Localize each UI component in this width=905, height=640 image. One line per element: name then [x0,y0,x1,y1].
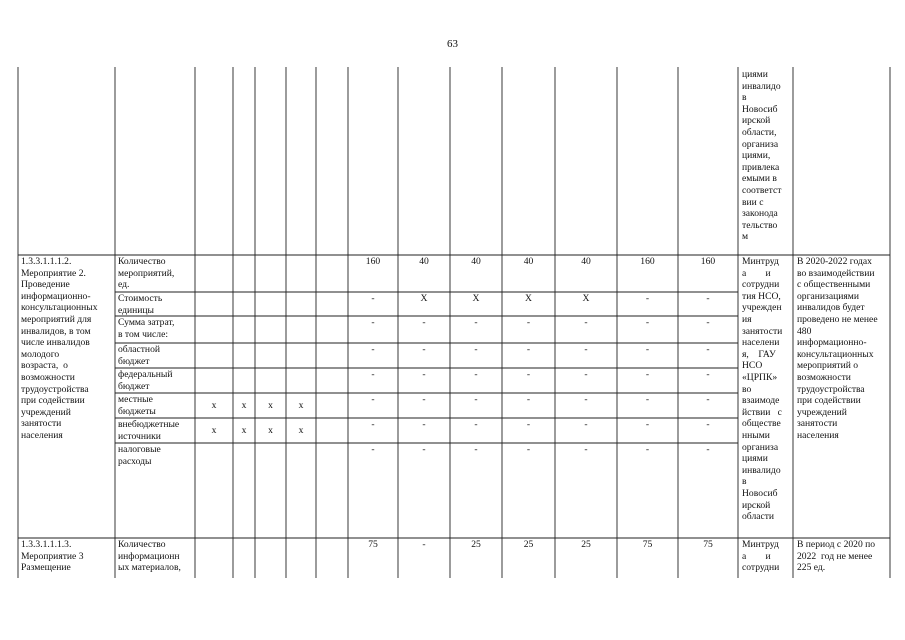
executor-text-line: ия [742,314,752,325]
indicator-value-cell: - [371,293,375,304]
executor-text-line: занятости [742,325,783,337]
indicator-value-cell: - [422,444,426,455]
executor-text-line: во [742,383,752,395]
indicator-value-cell: - [371,344,375,355]
indicator-value-cell: - [422,344,426,355]
expected-result-line: трудоустройства [797,383,865,395]
expected-result-line: мероприятий о [797,360,859,372]
indicator-value-cell: 160 [640,256,655,267]
event-name-line: населения [21,430,63,441]
indicator-value-cell: - [584,344,588,355]
expected-result-line: 225 ед. [797,562,826,574]
event-name-line: консультационных [21,302,98,314]
executor-text-line: НСО [742,360,763,372]
expected-result-line: занятости [797,418,838,430]
event-name-line: Проведение [21,279,70,291]
year-mark-cell: x [268,424,273,436]
indicator-value-cell: 75 [703,539,713,550]
indicator-value-cell: - [706,317,710,328]
indicator-value-cell: - [422,369,426,380]
indicator-value-cell: - [584,394,588,405]
indicator-label-line: информационн [118,550,180,562]
indicator-value-cell: - [645,444,650,455]
year-mark-cell: x [241,399,247,411]
indicator-label-line: Стоимость [118,293,163,304]
indicator-value-cell: - [371,317,375,328]
indicator-value-cell: - [706,369,710,380]
event-name-line: возможности [21,372,75,383]
executor-text-line: Новосиб [742,103,778,115]
indicator-value-cell: X [472,293,480,304]
indicator-value-cell: - [474,394,478,405]
executor-text-line: тия НСО, [742,290,781,302]
indicator-value-cell: - [526,344,531,355]
indicator-value-cell: - [645,293,650,304]
executor-text-line: законода [742,208,778,220]
executor-text-line: Минтруд [742,256,779,267]
executor-text-line: нными [742,430,770,441]
event-name-line: Размещение [21,562,71,574]
indicator-value-cell: - [422,317,426,328]
indicator-value-cell: 160 [365,256,381,267]
indicator-value-cell: - [584,369,588,380]
indicator-label-line: Сумма затрат, [118,317,175,328]
indicator-label-line: местные [118,394,153,405]
executor-text-line: м [742,231,749,243]
indicator-value-cell: 25 [523,539,534,550]
indicator-label-line: налоговые [118,444,161,455]
event-name-line: при содействии [21,395,85,407]
indicator-value-cell: - [371,394,375,405]
indicator-label-line: бюджет [118,355,150,367]
indicator-value-cell: - [706,344,710,355]
executor-text-line: организа [742,138,779,150]
expected-result-line: инвалидов будет [797,302,865,314]
indicator-value-cell: 160 [700,256,716,267]
expected-result-line: с общественными [797,279,871,291]
executor-text-line: Минтруд [742,539,779,550]
executor-text-line: в [742,92,747,104]
indicator-value-cell: - [706,293,710,304]
executor-text-line: соответст [742,185,782,196]
indicator-value-cell: - [645,344,650,355]
indicator-value-cell: - [474,317,478,328]
indicator-label-line: ед. [118,279,130,291]
page-number: 63 [447,38,458,50]
indicator-value-cell: 40 [523,256,534,267]
indicator-label-line: федеральный [118,369,173,380]
indicator-value-cell: - [422,394,426,405]
executor-text-line: «ЦРПК» [742,372,778,383]
event-name-line: учреждений [21,406,71,418]
indicator-value-cell: - [706,444,710,455]
executor-text-line: я, ГАУ [742,348,776,360]
indicator-label-line: в том числе: [118,328,169,340]
indicator-label-line: областной [118,344,161,355]
executor-text-line: ирской [742,499,771,511]
indicator-value-cell: - [422,539,426,550]
executor-text-line: области [742,511,775,523]
indicator-value-cell: X [525,293,532,304]
executor-text-line: инвалидо [742,80,781,92]
indicator-value-cell: - [645,317,650,328]
indicator-value-cell: - [645,369,650,380]
indicator-value-cell: - [584,444,588,455]
indicator-value-cell: 40 [581,256,591,267]
executor-text-line: а и [742,267,771,279]
event-name-line: занятости [21,418,62,430]
year-mark-cell: x [268,399,273,411]
indicator-label-line: единицы [118,304,154,316]
expected-result-line: учреждений [797,406,847,418]
year-mark-cell: x [211,399,217,411]
executor-text-line: йствии с [742,406,782,418]
indicator-value-cell: - [526,394,531,405]
executor-text-line: населени [742,337,780,349]
indicator-value-cell: - [371,419,375,430]
indicator-value-cell: - [526,444,531,455]
indicator-value-cell: - [526,419,531,430]
indicator-value-cell: - [645,419,650,430]
indicator-value-cell: - [706,394,710,405]
event-name-line: Мероприятие 3 [21,550,84,562]
indicator-value-cell: 75 [642,539,653,550]
event-name-line: 1.3.3.1.1.1.2. [21,256,72,267]
executor-text-line: области, [742,127,777,138]
event-name-line: Мероприятие 2. [21,267,86,279]
executor-text-line: ирской [742,115,771,127]
executor-text-line: тельство [742,219,778,231]
year-mark-cell: x [211,424,217,436]
expected-result-line: организациями [797,290,859,302]
expected-result-line: консультационных [797,348,874,360]
indicator-value-cell: 25 [581,539,591,550]
indicator-value-cell: 40 [471,256,481,267]
executor-text-line: привлека [742,161,780,173]
expected-result-line: во взаимодействии [797,267,875,279]
executor-text-line: организа [742,441,779,453]
executor-text-line: в [742,476,747,488]
indicator-value-cell: 75 [368,539,378,550]
expected-result-line: В период с 2020 по [797,539,876,550]
expected-result-line: при содействии [797,395,861,407]
indicator-value-cell: - [371,444,375,455]
indicator-value-cell: X [420,293,428,304]
indicator-value-cell: - [474,419,478,430]
year-mark-cell: x [241,424,247,436]
indicator-value-cell: - [422,419,426,430]
executor-text-line: циями, [742,150,771,162]
year-mark-cell: x [298,399,304,411]
executor-text-line: а и [742,550,771,562]
indicator-value-cell: 25 [471,539,481,550]
indicator-label-line: Количество [118,539,166,550]
event-name-line: числе инвалидов [21,337,90,349]
indicator-label-line: бюджеты [118,405,156,417]
indicator-value-cell: X [582,293,590,304]
indicator-label-line: ых материалов, [118,562,181,574]
executor-text-line: учрежден [742,302,782,314]
executor-text-line: емыми в [742,173,777,185]
indicator-value-cell: - [474,344,478,355]
indicator-value-cell: - [645,394,650,405]
event-name-line: молодого [21,348,60,360]
event-name-line: 1.3.3.1.1.1.3. [21,539,72,550]
indicator-value-cell: - [474,444,478,455]
executor-text-line: инвалидо [742,464,781,476]
indicator-label-line: расходы [118,455,152,467]
indicator-value-cell: - [526,369,531,380]
executor-text-line: сотрудни [742,279,780,291]
event-name-line: возраста, о [21,360,68,372]
expected-result-line: возможности [797,372,851,383]
indicator-value-cell: - [584,419,588,430]
indicator-value-cell: - [526,317,531,328]
event-name-line: мероприятий для [21,314,92,325]
indicator-value-cell: - [371,369,375,380]
indicator-label-line: внебюджетные [118,419,180,430]
indicator-label-line: источники [118,430,161,442]
indicator-value-cell: 40 [419,256,429,267]
executor-text-line: обществе [742,418,781,430]
executor-text-line: циями [742,453,768,465]
executor-text-line: вии с [742,196,764,208]
executor-text-line: циями [742,69,768,80]
event-name-line: инвалидов, в том [21,325,91,337]
event-name-line: информационно- [21,290,91,302]
indicator-value-cell: - [706,419,710,430]
expected-result-line: 2022 год не менее [797,550,873,562]
expected-result-line: проведено не менее [797,314,878,325]
indicator-value-cell: - [584,317,588,328]
expected-result-line: населения [797,430,839,441]
expected-result-line: В 2020-2022 годах [797,256,872,267]
indicator-label-line: бюджет [118,380,150,392]
year-mark-cell: x [298,424,304,436]
executor-text-line: взаимоде [742,395,780,407]
executor-text-line: Новосиб [742,488,778,499]
executor-text-line: сотрудни [742,562,780,574]
indicator-label-line: мероприятий, [118,267,175,279]
expected-result-line: 480 [797,325,812,337]
expected-result-line: информационно- [797,337,867,349]
event-name-line: трудоустройства [21,383,89,395]
indicator-value-cell: - [474,369,478,380]
indicator-label-line: Количество [118,256,166,267]
